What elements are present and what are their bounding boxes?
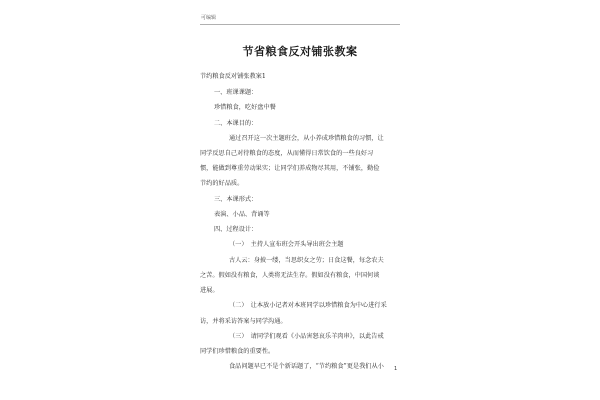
step-one-paragraph-line: 之苦。假如没有粮食，人类将无法生存。假如没有粮食，中国何谈 (200, 272, 380, 279)
step-one-paragraph-line: 古人云：身披一缕，当思织女之劳；日食这餐，每念农夫 (229, 257, 384, 264)
purpose-paragraph-line: 通过召开这一次主题班会，从小养成珍惜粮食的习惯，让 (229, 135, 384, 142)
format-text: 表演、小品、背诵等 (214, 211, 270, 218)
section-heading-process: 四、过程设计： (214, 226, 258, 233)
header-divider (200, 24, 400, 25)
step-three-paragraph-line: 同学们珍惜粮食的重要性。 (200, 348, 275, 355)
step-one-paragraph-line: 进展。 (200, 287, 219, 294)
step-two-paragraph-line: 访，并将采访答案与同学沟通。 (200, 318, 287, 325)
page-number: 1 (394, 366, 398, 372)
section-heading-topic: 一、班课课题： (214, 89, 258, 96)
process-step-two: （二） 让本放小记者对本班同学以珍惜粮食为中心进行采 (229, 302, 387, 309)
topic-text: 珍惜粮食，吃好盘中餐 (214, 104, 276, 111)
closing-paragraph-line: 食品问题早已不是个新话题了，“节约粮食”更是我们从小 (229, 363, 384, 370)
document-title: 节省粮食反对铺张教案 (242, 45, 358, 58)
purpose-paragraph-line: 惯，能做到尊重劳动果实；让同学们养成物尽其用，不铺张，勤俭 (200, 165, 380, 172)
process-step-three: （三） 请同学们观看《小品害怒哀乐羊肉串》，以此告戒 (229, 333, 384, 340)
header-label: 可编辑 (201, 15, 217, 21)
purpose-paragraph-line: 同学反思自己对待粮食的态度，从而懂得日常饮食的一些良好习 (200, 150, 374, 157)
process-step-one: （一） 主持人宣布班会开头导出班会主题 (229, 241, 344, 248)
purpose-paragraph-line: 节约的好品质。 (200, 180, 244, 187)
section-heading-format: 三、本课形式： (214, 196, 258, 203)
section-heading-purpose: 二、本课目的： (214, 120, 258, 127)
lesson-plan-heading: 节约粮食反对铺张教案1 (200, 73, 266, 80)
